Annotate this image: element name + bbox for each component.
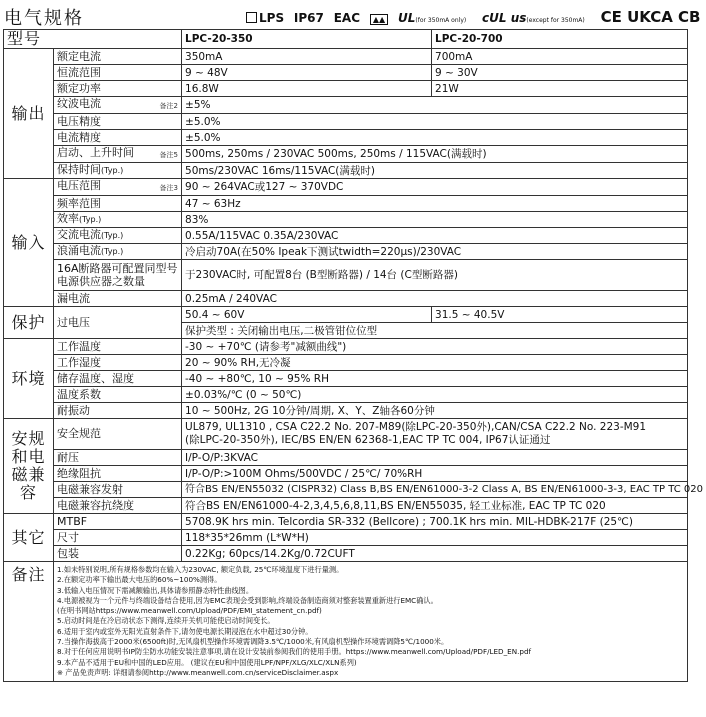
row-label-cell: 电压范围 备注3 — [54, 179, 182, 196]
table-row — [4, 260, 688, 291]
row-label-cell: 效率(Typ.) — [54, 212, 182, 228]
safety-line: (除LPC-20-350外), IEC/BS EN/EN 62368-1,EAC TP TC 004, IP67认证通过 — [185, 434, 551, 446]
row-value: 118*35*26mm (L*W*H) — [182, 530, 688, 546]
row-value: 9 ~ 48V — [182, 65, 432, 81]
row-label: 额定电流 — [54, 49, 182, 65]
row-label: 电流精度 — [54, 130, 182, 146]
ce-ukca-cb-mark: CE UKCA CB — [600, 8, 701, 26]
note-line: ※ 产品免责声明: 详细请参阅http://www.meanwell.com.cn/serviceDisclaimer.aspx — [57, 667, 339, 677]
environment-section: 环境 — [4, 339, 54, 419]
row-label-cell: 启动、上升时间 备注5 — [54, 146, 182, 163]
note-line: 6.适用于室内或室外无阳光直射条件下,请勿使电源长期浸泡在水中超过30分钟。 — [57, 626, 313, 636]
notes-cell — [54, 562, 688, 682]
row-value: 符合BS EN/EN55032 (CISPR32) Class B,BS EN/EN61000-3-2 Class A, BS EN/EN61000-3-3, EAC TP TC 020 — [182, 482, 688, 498]
table-row — [4, 355, 688, 371]
table-row — [4, 212, 688, 228]
safety-line: UL879, UL1310 , CSA C22.2 No. 207-M89(除LPC-20-350外),CAN/CSA C22.2 No. 223-M91 — [185, 421, 647, 433]
row-label: 包装 — [54, 546, 182, 562]
row-value: 保护类型 : 关闭输出电压,二极管钳位位型 — [182, 323, 688, 339]
row-value: 50ms/230VAC 16ms/115VAC(满载时) — [182, 163, 688, 179]
cert-marks — [246, 8, 706, 26]
table-row — [4, 450, 688, 466]
table-row — [4, 291, 688, 307]
row-value: 0.25mA / 240VAC — [182, 291, 688, 307]
note-line: 4.电源被视为一个元件与终端设备结合使用,因为EMC表现会受到影响,终端设备制造商须对整套装置重新进行EMC确认。 — [57, 595, 438, 605]
table-row — [4, 482, 688, 498]
note-line: (在明书网站https://www.meanwell.com/Upload/PDF/EMI_statement_cn.pdf) — [57, 606, 322, 616]
row-value: 10 ~ 500Hz, 2G 10分钟/周期, X、Y、Z轴各60分钟 — [182, 403, 688, 419]
row-label: 漏电流 — [54, 291, 182, 307]
row-value: 31.5 ~ 40.5V — [432, 307, 688, 323]
row-value: 21W — [432, 81, 688, 97]
note-line: 8.对于任何应用说明书IP防尘防水功能安装注意事项,请在设计安装前参阅我们的使用手册。https://www.meanwell.com/Upload/PDF/LED_EN.pdf — [57, 647, 532, 657]
row-value: 20 ~ 90% RH,无冷凝 — [182, 355, 688, 371]
row-label: 频率范围 — [54, 196, 182, 212]
model-section: 型号 — [4, 30, 182, 49]
row-value: 于230VAC时, 可配置8台 (B型断路器) / 14台 (C型断路器) — [182, 260, 688, 291]
header-bar — [0, 0, 701, 30]
row-value: ±0.03%/℃ (0 ~ 50℃) — [182, 387, 688, 403]
table-row — [4, 514, 688, 530]
row-value: 350mA — [182, 49, 432, 65]
table-row — [4, 81, 688, 97]
row-label-cell: 纹波电流 备注2 — [54, 97, 182, 114]
lps-mark: LPS — [246, 11, 284, 25]
row-label: 安全规范 — [54, 419, 182, 450]
row-value: -30 ~ +70℃ (请参考"减额曲线") — [182, 339, 688, 355]
table-row — [4, 163, 688, 179]
row-value: ±5.0% — [182, 114, 688, 130]
spec-title: 电气规格 — [4, 8, 84, 29]
table-row — [4, 146, 688, 163]
row-label: 储存温度、湿度 — [54, 371, 182, 387]
row-value: 9 ~ 30V — [432, 65, 688, 81]
spec-table — [3, 29, 703, 682]
notes-row — [4, 562, 688, 682]
row-label: 电磁兼容发射 — [54, 482, 182, 498]
row-value: 83% — [182, 212, 688, 228]
table-row — [4, 466, 688, 482]
table-row — [4, 196, 688, 212]
row-value: I/P-O/P:3KVAC — [182, 450, 688, 466]
row-label-cell: 保持时间(Typ.) — [54, 163, 182, 179]
table-row — [4, 114, 688, 130]
row-value-cell — [182, 419, 688, 450]
row-label: 电压精度 — [54, 114, 182, 130]
table-row — [4, 530, 688, 546]
eac-mark: EAC — [333, 11, 361, 25]
table-row — [4, 130, 688, 146]
row-value: 5708.9K hrs min. Telcordia SR-332 (Bellcore) ; 700.1K hrs min. MIL-HDBK-217F (25℃) — [182, 514, 688, 530]
table-row — [4, 403, 688, 419]
safety-section: 安规和电磁兼容 — [4, 419, 54, 514]
row-value: 0.22Kg; 60pcs/14.2Kg/0.72CUFT — [182, 546, 688, 562]
note-line: 7.当操作海拔高于2000米(6500ft)时,无风扇机型操作环境需调降3.5℃/1000米,有风扇机型操作环境需调降5℃/1000米。 — [57, 637, 449, 647]
note-line: 3.低输入电压情况下需减额输出,具体请参照静态特性曲线图。 — [57, 585, 254, 595]
row-label: 工作湿度 — [54, 355, 182, 371]
ul-mark: UL(for 350mA only) — [397, 11, 467, 25]
table-row — [4, 387, 688, 403]
row-label: 尺寸 — [54, 530, 182, 546]
note-line: 1.如未特别说明,所有规格参数均在输入为230VAC, 额定负载, 25℃环境温度下进行量测。 — [57, 565, 344, 574]
table-row — [4, 546, 688, 562]
ip67-mark: IP67 — [293, 11, 324, 25]
table-row — [4, 49, 688, 65]
model-row — [4, 30, 688, 49]
square-icon — [246, 12, 257, 23]
row-value: 700mA — [432, 49, 688, 65]
row-label: 恒流范围 — [54, 65, 182, 81]
row-value: 16.8W — [182, 81, 432, 97]
table-row — [4, 97, 688, 114]
row-label: 工作温度 — [54, 339, 182, 355]
row-label-cell: 浪涌电流(Typ.) — [54, 244, 182, 260]
row-label: 过电压 — [54, 307, 182, 339]
notes-section: 备注 — [4, 562, 54, 682]
row-value: I/P-O/P:>100M Ohms/500VDC / 25℃/ 70%RH — [182, 466, 688, 482]
row-value: 50.4 ~ 60V — [182, 307, 432, 323]
note-line: 2.在额定功率下输出最大电压的60%~100%测得。 — [57, 575, 222, 585]
table-row — [4, 179, 688, 196]
row-value: 500ms, 250ms / 230VAC 500ms, 250ms / 115VAC(满载时) — [182, 146, 688, 163]
row-value: -40 ~ +80℃, 10 ~ 95% RH — [182, 371, 688, 387]
table-row — [4, 65, 688, 81]
table-row — [4, 371, 688, 387]
model-col2: LPC-20-700 — [432, 30, 688, 49]
note-line: 5.启动时间是在冷启动状态下测得,连续开关机可能使启动时间变长。 — [57, 616, 275, 626]
row-label: 16A断路器可配置同型号电源供应器之数量 — [54, 260, 182, 291]
others-section: 其它 — [4, 514, 54, 562]
cul-mark: cUL us(except for 350mA) — [482, 11, 585, 25]
tuv-mark-icon: ▲▲ — [370, 14, 388, 25]
table-row — [4, 419, 688, 450]
table-row — [4, 339, 688, 355]
input-section: 输入 — [4, 179, 54, 307]
row-label: 绝缘阻抗 — [54, 466, 182, 482]
row-label: 耐振动 — [54, 403, 182, 419]
row-label: MTBF — [54, 514, 182, 530]
row-label-cell: 交流电流(Typ.) — [54, 228, 182, 244]
row-value: 0.55A/115VAC 0.35A/230VAC — [182, 228, 688, 244]
row-value: 90 ~ 264VAC或127 ~ 370VDC — [182, 179, 688, 196]
output-section: 输出 — [4, 49, 54, 179]
row-value: ±5.0% — [182, 130, 688, 146]
table-row — [4, 228, 688, 244]
row-label: 温度系数 — [54, 387, 182, 403]
model-col1: LPC-20-350 — [182, 30, 432, 49]
row-label: 额定功率 — [54, 81, 182, 97]
row-value: ±5% — [182, 97, 688, 114]
row-value: 符合BS EN/EN61000-4-2,3,4,5,6,8,11,BS EN/EN55035, 轻工业标准, EAC TP TC 020 — [182, 498, 688, 514]
table-row — [4, 244, 688, 260]
row-label: 电磁兼容抗绕度 — [54, 498, 182, 514]
protection-section: 保护 — [4, 307, 54, 339]
note-line: 9.本产品不适用于EU和中国的LED应用。 (建议在EU和中国使用LPF/NPF/XLG/XLC/XLN系列) — [57, 657, 357, 667]
row-value: 冷启动70A(在50% Ipeak下测试twidth=220μs)/230VAC — [182, 244, 688, 260]
row-value: 47 ~ 63Hz — [182, 196, 688, 212]
row-label: 耐压 — [54, 450, 182, 466]
table-row — [4, 307, 688, 323]
table-row — [4, 498, 688, 514]
